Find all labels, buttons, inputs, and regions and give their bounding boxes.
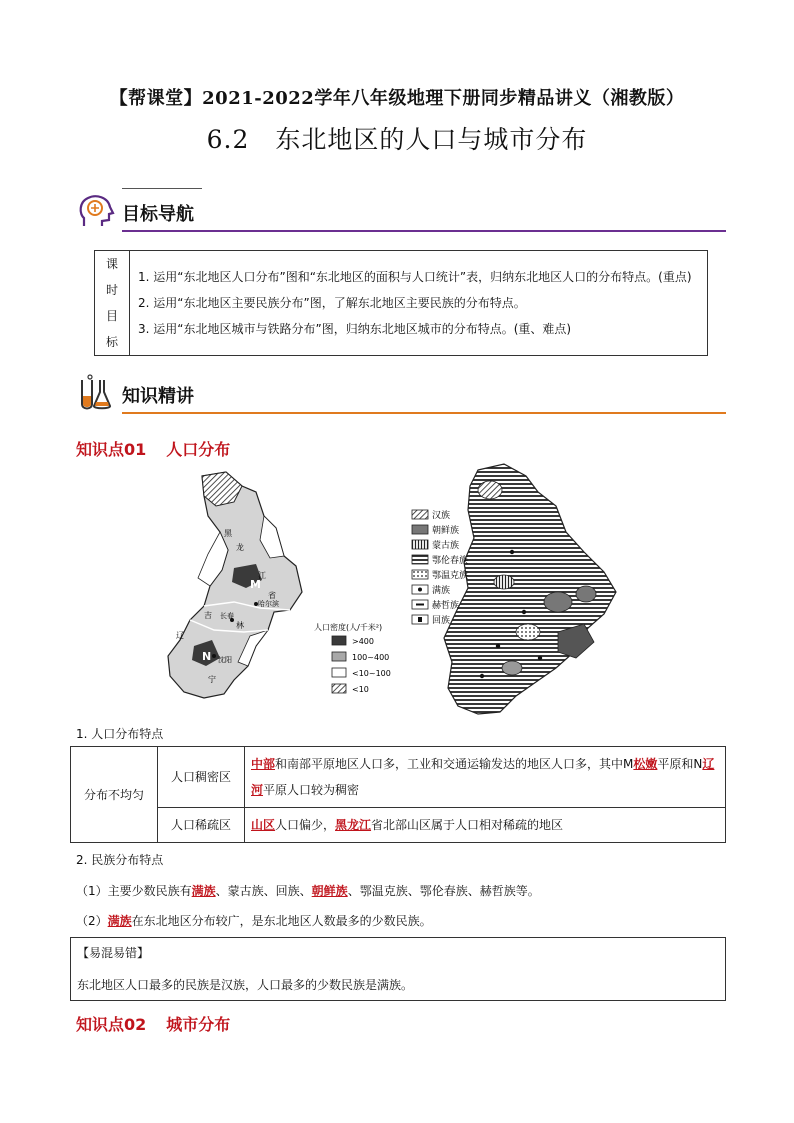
legend-label-10-100: <10~100 xyxy=(352,669,391,678)
legend-swatch-10-100 xyxy=(332,668,346,677)
dense-area-description xyxy=(245,747,726,808)
map-label-ning: 宁 xyxy=(208,675,216,684)
map-label-long: 龙 xyxy=(236,543,244,552)
goal-item: 1. 运用“东北地区人口分布”图和“东北地区的面积与人口统计”表，归纳东北地区人口的分布特点。(重点) xyxy=(138,270,692,284)
map-area-patch xyxy=(478,481,502,499)
legend-swatch-chaoxian xyxy=(412,525,428,534)
section-knowledge-header xyxy=(76,374,726,414)
section-goals-header xyxy=(76,192,726,232)
city-label-shenyang: 沈阳 xyxy=(218,656,232,664)
text-segment: 、鄂温克族、鄂伦春族、赫哲族等。 xyxy=(347,884,540,898)
text-segment: 人口偏少， xyxy=(275,818,336,832)
map-label-lin: 林 xyxy=(236,621,244,630)
legend-title-density: 人口密度(人/千米²) xyxy=(314,623,383,632)
map-label-sheng: 省 xyxy=(268,591,276,600)
goal-item: 3. 运用“东北地区城市与铁路分布”图，归纳东北地区城市的分布特点。(重、难点) xyxy=(138,322,572,336)
legend-label-menggu: 蒙古族 xyxy=(432,541,460,551)
legend-label-elunchun: 鄂伦春族 xyxy=(432,556,469,566)
dense-area-label: 人口稠密区 xyxy=(158,747,245,808)
ethnic-heading: 2. 民族分布特点 xyxy=(76,853,164,867)
map-dot xyxy=(496,644,500,648)
answer-highlight: 辽河 xyxy=(251,757,715,797)
legend-swatch-menggu xyxy=(412,540,428,549)
kp-number: 知识点01 xyxy=(76,440,147,459)
text-segment: 平原人口较为稠密 xyxy=(263,783,360,797)
legend-swatch-over-400 xyxy=(332,636,346,645)
lab-flask-icon xyxy=(76,374,116,414)
population-density-map xyxy=(164,470,400,710)
map-area-patch xyxy=(516,624,540,640)
map-area-patch xyxy=(494,575,514,589)
sparse-area-label: 人口稀疏区 xyxy=(158,808,245,843)
map-area-patch xyxy=(502,661,522,675)
legend-label-hui: 回族 xyxy=(432,616,451,626)
answer-highlight: 黑龙江 xyxy=(335,818,372,832)
goals-table xyxy=(94,250,708,356)
legend-label-manzu: 满族 xyxy=(432,586,451,596)
map-dot xyxy=(522,610,526,614)
side-char: 时 xyxy=(105,283,118,297)
map-label-jiang: 江 xyxy=(258,571,266,580)
side-char: 目 xyxy=(105,309,118,323)
kp-name: 城市分布 xyxy=(166,1015,231,1034)
city-label-changchun: 长春 xyxy=(220,612,234,620)
northeast-region-outline xyxy=(168,472,302,698)
population-features-table xyxy=(70,746,726,843)
goals-content xyxy=(130,251,708,356)
legend-swatch-under-10 xyxy=(332,684,346,693)
row-header-uneven: 分布不均匀 xyxy=(71,747,158,843)
legend-label-hezhe: 赫哲族 xyxy=(432,601,460,611)
text-segment: 省北部山区属于人口相对稀疏的地区 xyxy=(371,818,564,832)
kp-number: 知识点02 xyxy=(76,1015,147,1034)
map-label-hei: 黑 xyxy=(224,529,232,538)
sparse-area-description xyxy=(245,808,726,843)
ethnic-point-1 xyxy=(76,882,540,899)
answer-highlight: 朝鲜族 xyxy=(311,884,348,898)
legend-swatch-ewenke xyxy=(412,570,428,579)
legend-label-ewenke: 鄂温克族 xyxy=(432,571,469,581)
side-char: 标 xyxy=(105,335,118,349)
map-dot xyxy=(538,656,542,660)
map-dot xyxy=(480,674,484,678)
goals-side-label xyxy=(95,251,130,356)
answer-highlight: 中部 xyxy=(251,757,276,771)
legend-swatch-hui-mark xyxy=(418,617,422,622)
text-segment: 和南部平原地区人口多，工业和交通运输发达的地区人口多，其中M xyxy=(275,757,634,771)
text-segment: 在东北地区分布较广，是东北地区人数最多的少数民族。 xyxy=(131,914,432,928)
kp-name: 人口分布 xyxy=(166,440,231,459)
section-knowledge-title: 知识精讲 xyxy=(122,386,194,407)
answer-highlight: 满族 xyxy=(191,884,216,898)
legend-label-under-10: <10 xyxy=(352,685,369,694)
legend-label-han: 汉族 xyxy=(432,511,451,521)
knowledge-point-02-title xyxy=(76,1012,230,1035)
legend-swatch-100-400 xyxy=(332,652,346,661)
legend-swatch-han xyxy=(412,510,428,519)
ethnic-distribution-map xyxy=(408,462,658,718)
answer-highlight: 满族 xyxy=(107,914,132,928)
map-label-liao: 辽 xyxy=(176,631,184,640)
brain-head-icon xyxy=(76,192,116,232)
section-goals-title: 目标导航 xyxy=(122,204,194,225)
legend-label-100-400: 100~400 xyxy=(352,653,390,662)
knowledge-point-01-title xyxy=(76,437,230,460)
map-label-m: M xyxy=(250,578,261,591)
note-body: 东北地区人口最多的民族是汉族，人口最多的少数民族是满族。 xyxy=(77,978,414,992)
pop-features-heading: 1. 人口分布特点 xyxy=(76,727,164,741)
note-header: 【易混易错】 xyxy=(77,946,150,960)
goal-item: 2. 运用“东北地区主要民族分布”图，了解东北地区主要民族的分布特点。 xyxy=(138,296,526,310)
legend-swatch-manzu-dot xyxy=(418,588,422,592)
common-mistake-box xyxy=(70,937,726,1001)
map-dot xyxy=(510,550,514,554)
side-char: 课 xyxy=(105,257,118,271)
answer-highlight: 松嫩 xyxy=(633,757,658,771)
map-label-ji: 吉 xyxy=(204,611,212,620)
city-label-harbin: 哈尔滨 xyxy=(258,600,279,608)
text-segment: 、蒙古族、回族、 xyxy=(215,884,312,898)
map-area-patch xyxy=(576,586,596,602)
text-segment: （1）主要少数民族有 xyxy=(76,884,192,898)
text-segment: 平原和N xyxy=(657,757,703,771)
text-segment: （2） xyxy=(76,914,108,928)
city-dot-shenyang xyxy=(212,654,216,658)
ethnic-point-2 xyxy=(76,912,432,929)
answer-highlight: 山区 xyxy=(251,818,276,832)
legend-swatch-elunchun xyxy=(412,555,428,564)
legend-label-chaoxian: 朝鲜族 xyxy=(432,526,460,536)
document-title: 【帮课堂】2021-2022学年八年级地理下册同步精品讲义（湘教版） xyxy=(109,88,685,109)
legend-label-over-400: >400 xyxy=(352,637,374,646)
lesson-title: 6.2 东北地区的人口与城市分布 xyxy=(206,125,588,154)
map-area-patch xyxy=(544,592,572,612)
map-label-n: N xyxy=(202,650,212,663)
